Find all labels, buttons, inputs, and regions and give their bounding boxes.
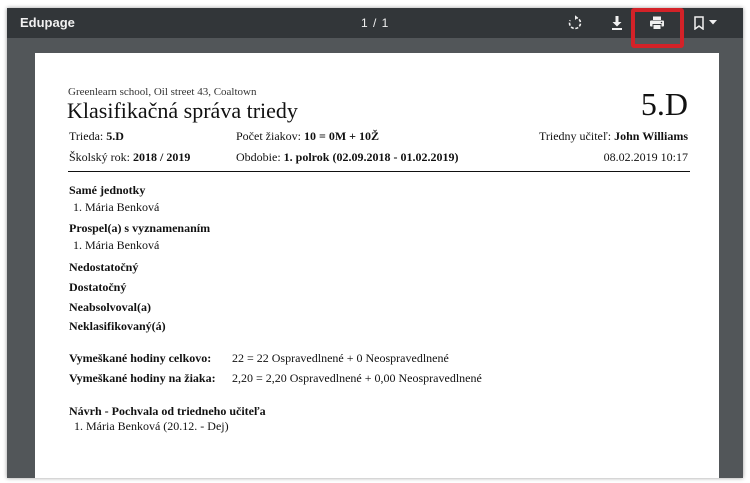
class-field: Trieda: 5.D [69,129,124,143]
section-neklasifikovany: Neklasifikovaný(á) [69,319,166,333]
report-datetime: 08.02.2019 10:17 [603,150,688,164]
section-same-jednotky: Samé jednotky [69,183,146,197]
section-prospel: Prospel(a) s vyznamenaním [69,221,211,235]
document-page [35,53,719,478]
section-dostatocny: Dostatočný [69,280,127,294]
pdf-viewer [7,8,743,478]
report-title: Klasifikačná správa triedy [67,98,298,123]
list-item: 1. Mária Benková [73,200,160,214]
absence-total-label: Vymeškané hodiny celkovo: [69,351,212,365]
download-button[interactable] [605,12,629,34]
section-neabsolvoval: Neabsolvoval(a) [69,300,151,314]
bookmark-menu-button[interactable] [690,12,720,34]
section-navrh-pochvala: Návrh - Pochvala od triedneho učiteľa [69,404,266,418]
school-year-field: Školský rok: 2018 / 2019 [69,150,191,164]
rotate-icon [567,15,583,31]
period-field: Obdobie: 1. polrok (02.09.2018 - 01.02.2019) [236,150,459,164]
bookmark-icon [693,16,705,30]
download-icon [610,15,624,31]
page-indicator: 1 / 1 [361,16,390,30]
print-icon [649,15,665,31]
rotate-button[interactable] [563,12,587,34]
absence-per-student-label: Vymeškané hodiny na žiaka: [69,371,216,385]
student-count-field: Počet žiakov: 10 = 0M + 10Ž [236,129,379,143]
section-nedostatocny: Nedostatočný [69,260,139,274]
header-divider [68,171,690,172]
class-teacher-field: Triedny učiteľ: John Williams [538,129,688,143]
caret-down-icon [709,20,717,26]
document-title: Edupage [20,15,75,30]
absence-total-value: 22 = 22 Ospravedlnené + 0 Neospravedlnené [232,351,449,365]
viewer-toolbar [7,8,743,38]
print-button[interactable] [645,12,669,34]
class-code: 5.D [640,86,688,122]
list-item: 1. Mária Benková (20.12. - Dej) [74,419,229,433]
absence-per-student-value: 2,20 = 2,20 Ospravedlnené + 0,00 Neospravedlnené [232,371,482,385]
list-item: 1. Mária Benková [73,238,160,252]
school-address: Greenlearn school, Oil street 43, Coaltown [68,86,257,98]
